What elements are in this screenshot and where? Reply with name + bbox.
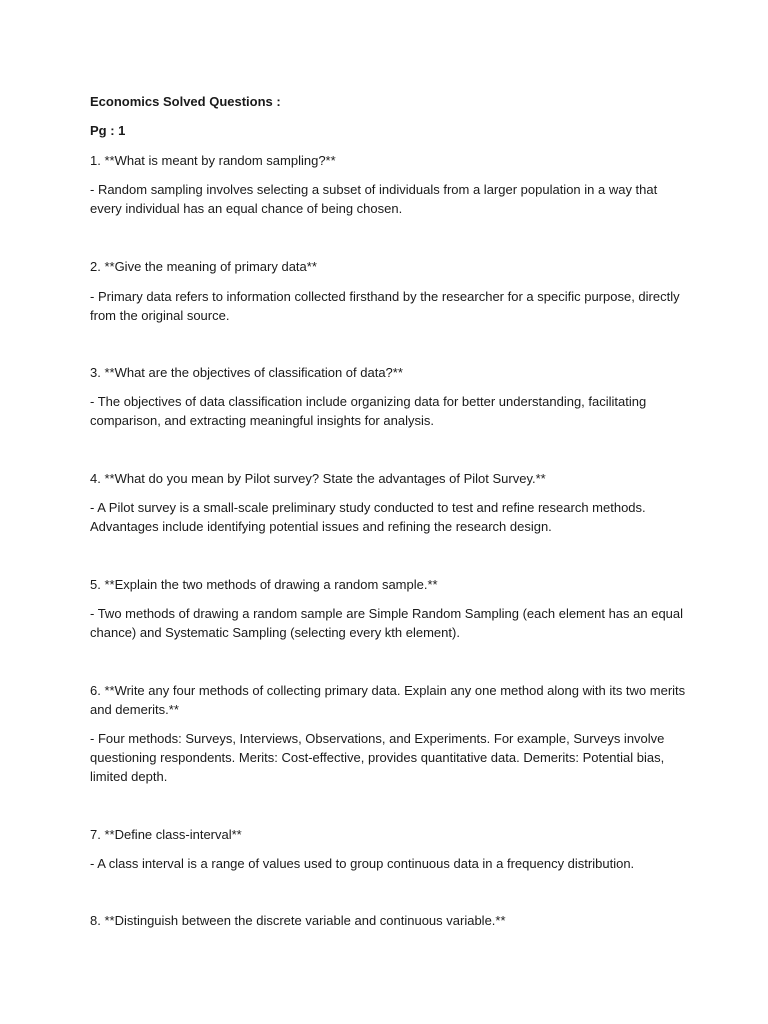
question-2: 2. **Give the meaning of primary data** [90, 259, 317, 274]
answer-4: - A Pilot survey is a small-scale preliminary study conducted to test and refine research methods. Advantages include identifying potential issues and refining the research design. [90, 500, 646, 534]
question-1: 1. **What is meant by random sampling?** [90, 153, 336, 168]
question-5: 5. **Explain the two methods of drawing a random sample.** [90, 577, 438, 592]
answer-2: - Primary data refers to information collected firsthand by the researcher for a specific purpose, directly from the original source. [90, 289, 680, 323]
question-6: 6. **Write any four methods of collecting primary data. Explain any one method along with its two merits and demerits.** [90, 683, 686, 717]
question-7: 7. **Define class-interval** [90, 827, 242, 842]
answer-6: - Four methods: Surveys, Interviews, Observations, and Experiments. For example, Surveys involve questioning respondents. Merits: Cost-effective, provides quantitative data. Demerits: Potential bias, limited depth. [90, 731, 665, 784]
document-title: Economics Solved Questions : [90, 94, 281, 109]
question-3: 3. **What are the objectives of classification of data?** [90, 365, 403, 380]
answer-5: - Two methods of drawing a random sample are Simple Random Sampling (each element has an equal chance) and Systematic Sampling (selecting every kth element). [90, 606, 684, 640]
question-4: 4. **What do you mean by Pilot survey? State the advantages of Pilot Survey.** [90, 471, 546, 486]
answer-3: - The objectives of data classification include organizing data for better understanding, facilitating comparison, and extracting meaningful insights for analysis. [90, 394, 647, 428]
question-8: 8. **Distinguish between the discrete variable and continuous variable.** [90, 913, 506, 928]
page-number-label: Pg : 1 [90, 123, 126, 138]
answer-7: - A class interval is a range of values used to group continuous data in a frequency distribution. [90, 856, 635, 871]
answer-1: - Random sampling involves selecting a subset of individuals from a larger population in a way that every individual has an equal chance of being chosen. [90, 182, 658, 216]
